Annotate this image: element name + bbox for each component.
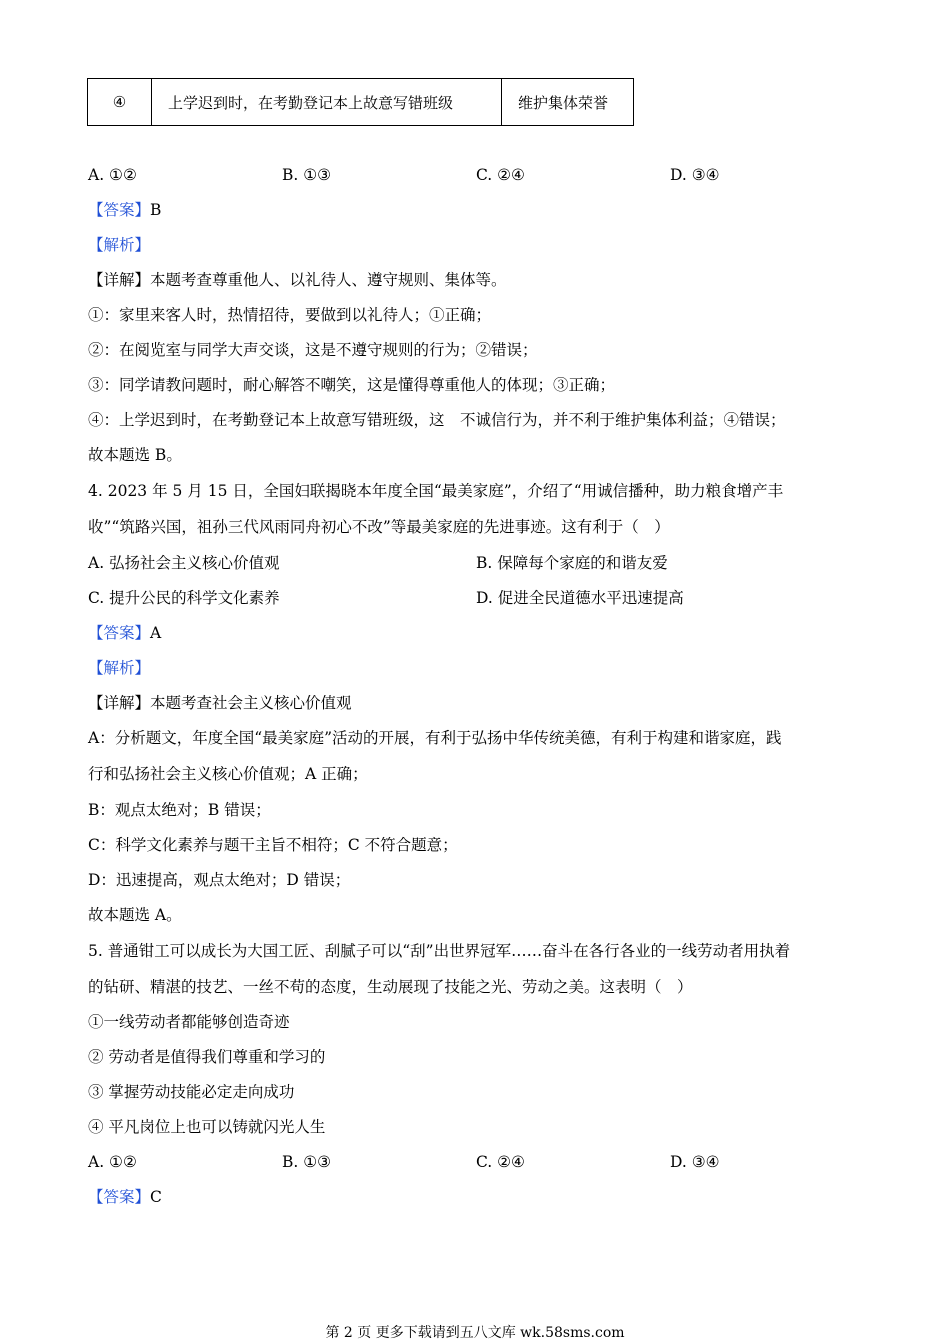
q4-explain-line: B：观点太绝对；B 错误； [88,801,271,819]
detail-tag: 【详解】 [88,271,151,289]
q4-analysis-tag: 【解析】 [88,659,151,677]
q3-conclusion: 故本题选 B。 [88,446,182,464]
q5-answer [88,1187,162,1207]
detail-text: 本题考查尊重他人、以礼待人、遵守规则、集体等。 [150,271,507,289]
q3-option-c: C. ②④ [476,166,525,184]
q3-option-a: A. ①② [88,166,137,184]
table-row [88,79,634,126]
options-table [87,78,634,126]
q3-analysis-tag: 【解析】 [88,236,151,254]
q4-explain-line: A：分析题文，年度全国“最美家庭”活动的开展，有利于弘扬中华传统美德，有利于构建和谐家庭，践 [88,729,782,747]
q5-item: ② 劳动者是值得我们尊重和学习的 [88,1048,326,1066]
answer-value: C [150,1188,162,1206]
q5-option-c: C. ②④ [476,1153,525,1171]
answer-tag: 【答案】 [88,1188,151,1206]
page-footer: 第 2 页 更多下载请到五八文库 wk.58sms.com [325,1325,625,1341]
q4-option-b: B. 保障每个家庭的和谐友爱 [476,554,668,572]
q5-stem-line2: 的钻研、精湛的技艺、一丝不苟的态度，生动展现了技能之光、劳动之美。这表明（ ） [88,978,693,996]
q4-explain-line: C：科学文化素养与题干主旨不相符；C 不符合题意； [88,836,458,854]
q5-option-d: D. ③④ [670,1153,720,1171]
q3-explain-line: ②：在阅览室与同学大声交谈，这是不遵守规则的行为；②错误； [88,341,538,359]
q4-conclusion: 故本题选 A。 [88,906,182,924]
table-cell-behavior: 上学迟到时，在考勤登记本上故意写错班级 [152,79,502,126]
q3-explain-line: ④：上学迟到时，在考勤登记本上故意写错班级，这 不诚信行为，并不利于维护集体利益；④错误； [88,411,786,429]
q3-option-d: D. ③④ [670,166,720,184]
q4-explain-line: 行和弘扬社会主义核心价值观；A 正确； [88,765,368,783]
q3-answer [88,200,161,220]
answer-tag: 【答案】 [88,201,151,219]
detail-tag: 【详解】 [88,694,151,712]
answer-value: B [150,201,162,219]
answer-value: A [150,624,162,642]
q4-option-d: D. 促进全民道德水平迅速提高 [476,589,684,607]
q4-stem-line2: 收”“筑路兴国，祖孙三代风雨同舟初心不改”等最美家庭的先进事迹。这有利于（ ） [88,518,670,536]
q5-item: ④ 平凡岗位上也可以铸就闪光人生 [88,1118,326,1136]
detail-text: 本题考查社会主义核心价值观 [150,694,352,712]
q4-option-c: C. 提升公民的科学文化素养 [88,589,280,607]
q3-explain-line: ③：同学请教问题时，耐心解答不嘲笑，这是懂得尊重他人的体现；③正确； [88,376,616,394]
table-cell-label: 维护集体荣誉 [502,79,634,126]
q4-stem-line1: 4. 2023 年 5 月 15 日，全国妇联揭晓本年度全国“最美家庭”，介绍了“用诚信播种，助力粮食增产丰 [88,482,784,500]
q5-option-b: B. ①③ [282,1153,332,1171]
q5-item: ③ 掌握劳动技能必定走向成功 [88,1083,295,1101]
q4-detail [88,693,352,713]
q4-option-a: A. 弘扬社会主义核心价值观 [88,554,280,572]
q5-option-a: A. ①② [88,1153,137,1171]
q3-detail [88,270,507,290]
q4-explain-line: D：迅速提高，观点太绝对；D 错误； [88,871,351,889]
answer-tag: 【答案】 [88,624,151,642]
q5-stem-line1: 5. 普通钳工可以成长为大国工匠、刮腻子可以“刮”出世界冠军……奋斗在各行各业的一线劳动者用执着 [88,942,791,960]
q3-option-b: B. ①③ [282,166,332,184]
q4-answer [88,623,161,643]
table-cell-number: ④ [88,79,152,126]
q5-item: ①一线劳动者都能够创造奇迹 [88,1013,290,1031]
q3-explain-line: ①：家里来客人时，热情招待，要做到以礼待人；①正确； [88,306,492,324]
